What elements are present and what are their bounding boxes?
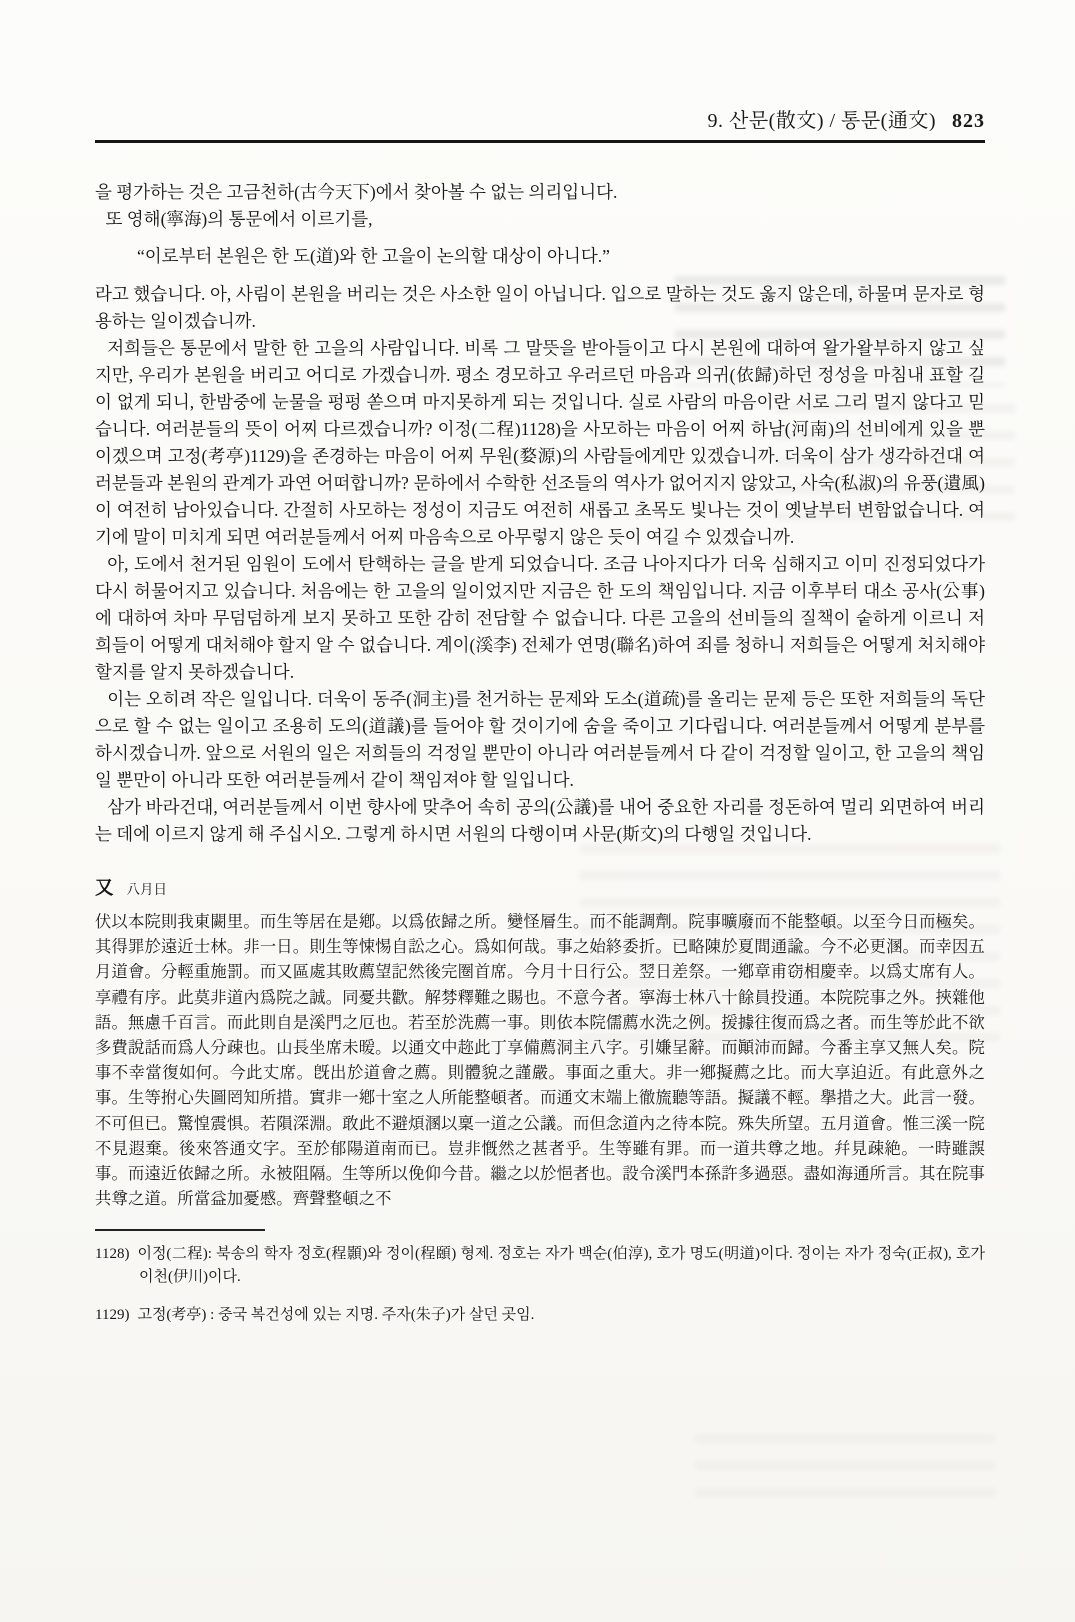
paragraph: 아, 도에서 천거된 임원이 도에서 탄핵하는 글을 받게 되었습니다. 조금 나아지다가 더욱 심해지고 이미 진정되었다가 다시 허물어지고 있습니다. 처음에는 한 고을의 일이었지만 지금은 한 도의 책임입니다. 지금 이후부터 대소 공사(公事)에 대하여 차마 무덤덤하게 보지 못하고 또한 감히 전담할 수 없습니다. 다른 고을의 선비들의 질책이 숱하게 이르니 저희들이 어떻게 대처해야 할지 알 수 없습니다. 계이(溪李) 전체가 연명(聯名)하여 죄를 청하니 저희들은 어떻게 처치해야 할지를 알지 못하겠습니다. <box>95 554 985 682</box>
footnote-text: 이정(二程): 북송의 학자 정호(程顥)와 정이(程頤) 형제. 정호는 자가 백순(伯淳), 호가 명도(明道)이다. 정이는 자가 정숙(正叔), 호가 이천(伊川)이다. <box>137 1246 985 1285</box>
page-number: 823 <box>952 110 985 132</box>
content-column <box>95 104 985 1327</box>
paragraph: 이는 오히려 작은 일입니다. 더욱이 동주(洞主)를 천거하는 문제와 도소(道疏)를 올리는 문제 등은 또한 저희들의 독단으로 할 수 없는 일이고 조용히 도의(道議)를 들어야 할 것이기에 숨을 죽이고 기다립니다. 여러분들께서 어떻게 분부를 하시겠습니까. 앞으로 서원의 일은 저희들의 걱정일 뿐만이 아니라 여러분들께서 다 같이 걱정할 일이고, 한 고을의 책임일 뿐만이 아니라 또한 여러분들께서 같이 책임져야 할 일입니다. <box>95 689 985 790</box>
section-heading-date: 八月日 <box>126 882 168 897</box>
section-heading <box>95 874 985 900</box>
paragraph: 삼가 바라건대, 여러분들께서 이번 향사에 맞추어 속히 공의(公議)를 내어 중요한 자리를 정돈하여 멀리 외면하여 버리는 데에 이르지 않게 해 주십시오. 그렇게 하시면 서원의 다행이며 사문(斯文)의 다행일 것입니다. <box>95 797 985 844</box>
footnote-number: 1129) <box>95 1307 130 1324</box>
bleed-through-artifact <box>695 1434 995 1514</box>
opening-line: 을 평가하는 것은 고금천하(古今天下)에서 찾아볼 수 없는 의리입니다. <box>95 182 618 202</box>
footnote <box>95 1243 985 1288</box>
paragraph: 라고 했습니다. 아, 사림이 본원을 버리는 것은 사소한 일이 아닙니다. 입으로 말하는 것도 옳지 않은데, 하물며 문자로 형용하는 일이겠습니까. <box>95 284 985 331</box>
footnote-text: 고정(考亭) : 중국 복건성에 있는 지명. 주자(朱子)가 살던 곳임. <box>137 1307 535 1324</box>
footnote-number: 1128) <box>95 1246 130 1263</box>
chapter-title: 9. 산문(散文) / 통문(通文) <box>707 110 936 132</box>
paragraph: 저희들은 통문에서 말한 한 고을의 사람입니다. 비록 그 말뜻을 받아들이고 다시 본원에 대하여 왈가왈부하지 않고 싶지만, 우리가 본원을 버리고 어디로 가겠습니까. 평소 경모하고 우러르던 마음과 의귀(依歸)하던 정성을 마침내 표할 길이 없게 되니, 한밤중에 눈물을 펑펑 쏟으며 마지못하게 되는 것입니다. 실로 사람의 마음이란 서로 그리 멀지 않다고 믿습니다. 여러분들의 뜻이 어찌 다르겠습니까? 이정(二程)1128)을 사모하는 마음이 어찌 하남(河南)의 선비에게 있을 뿐이겠으며 고정(考亭)1129)을 존경하는 마음이 어찌 무원(婺源)의 사람들에게만 있겠습니까. 더욱이 삼가 생각하건대 여러분들과 본원의 관계가 과연 어떠합니까? 문하에서 수학한 선조들의 역사가 없어지지 않았고, 사숙(私淑)의 유풍(遺風)이 여전히 남아있습니다. 간절히 사모하는 정성이 지금도 여전히 새롭고 초목도 빛나는 것이 옛날부터 변함없습니다. 여기에 말이 미치게 되면 여러분들께서 어찌 마음속으로 아무렇지 않은 듯이 여길 수 있겠습니까. <box>95 338 985 547</box>
page-header <box>95 104 985 143</box>
book-page <box>0 104 1075 1622</box>
hanmun-text: 伏以本院則我東闕里。而生等居在是鄕。以爲依歸之所。變怪層生。而不能調劑。院事曠廢而不能整頓。以至今日而極矣。其得罪於遠近士林。非一日。則生等悚惕自訟之心。爲如何哉。事之始終委折。已略陳於夏間通諭。今不必更溷。而幸因五月道會。分輕重施罰。而又區處其敗薦望記然後完圈首席。今月十日行公。翌日差祭。一鄕章甫窃相慶幸。以爲丈席有人。享禮有序。此莫非道內爲院之誠。同憂共歡。解棼釋難之賜也。不意今者。寧海士林八十餘員投通。本院院事之外。挾雜他語。無慮千百言。而此則自是溪門之厄也。若至於洗薦一事。則依本院儒薦水洗之例。援據往復而爲之者。而生等於此不欲多費說話而爲人分疎也。山長坐席未暖。以通文中趂此丁享備薦洞主八字。引嫌呈辭。而顚沛而歸。今番主享又無人矣。院事不幸當復如何。今此丈席。旣出於道會之薦。則體貌之謹嚴。事面之重大。非一鄕擬薦之比。而大享迫近。有此意外之事。生等拊心失圖罔知所措。實非一鄕十室之人所能整頓者。而通文末端上徹旒聽等語。擬議不輕。擧措之大。此言一發。不可但已。驚惶震惧。若隕深淵。敢此不避煩溷以稟一道之公議。而但念道內之待本院。殊失所望。五月道會。惟三溪一院不見遐棄。後來答通文字。至於郁陽道南而已。豈非慨然之甚者乎。生等雖有罪。而一道共尊之地。幷見疎絶。一時雖誤事。而遠近依歸之所。永被阻隔。生等所以俛仰今昔。繼之以於悒者也。設令溪門本孫許多過惡。盡如海通所言。其在院事共尊之道。所當益加憂慼。齊聲整頓之不 <box>95 912 985 1209</box>
quote-line: “이로부터 본원은 한 도(道)와 한 고을이 논의할 대상이 아니다.” <box>137 246 610 266</box>
footnote <box>95 1304 985 1327</box>
body-text <box>95 179 985 848</box>
footnote-area <box>95 1243 985 1327</box>
opening-line: 또 영해(寧海)의 통문에서 이르기를, <box>105 209 373 229</box>
section-heading-main: 又 <box>95 879 114 899</box>
footnote-rule <box>95 1229 265 1231</box>
header-rule <box>95 140 985 143</box>
